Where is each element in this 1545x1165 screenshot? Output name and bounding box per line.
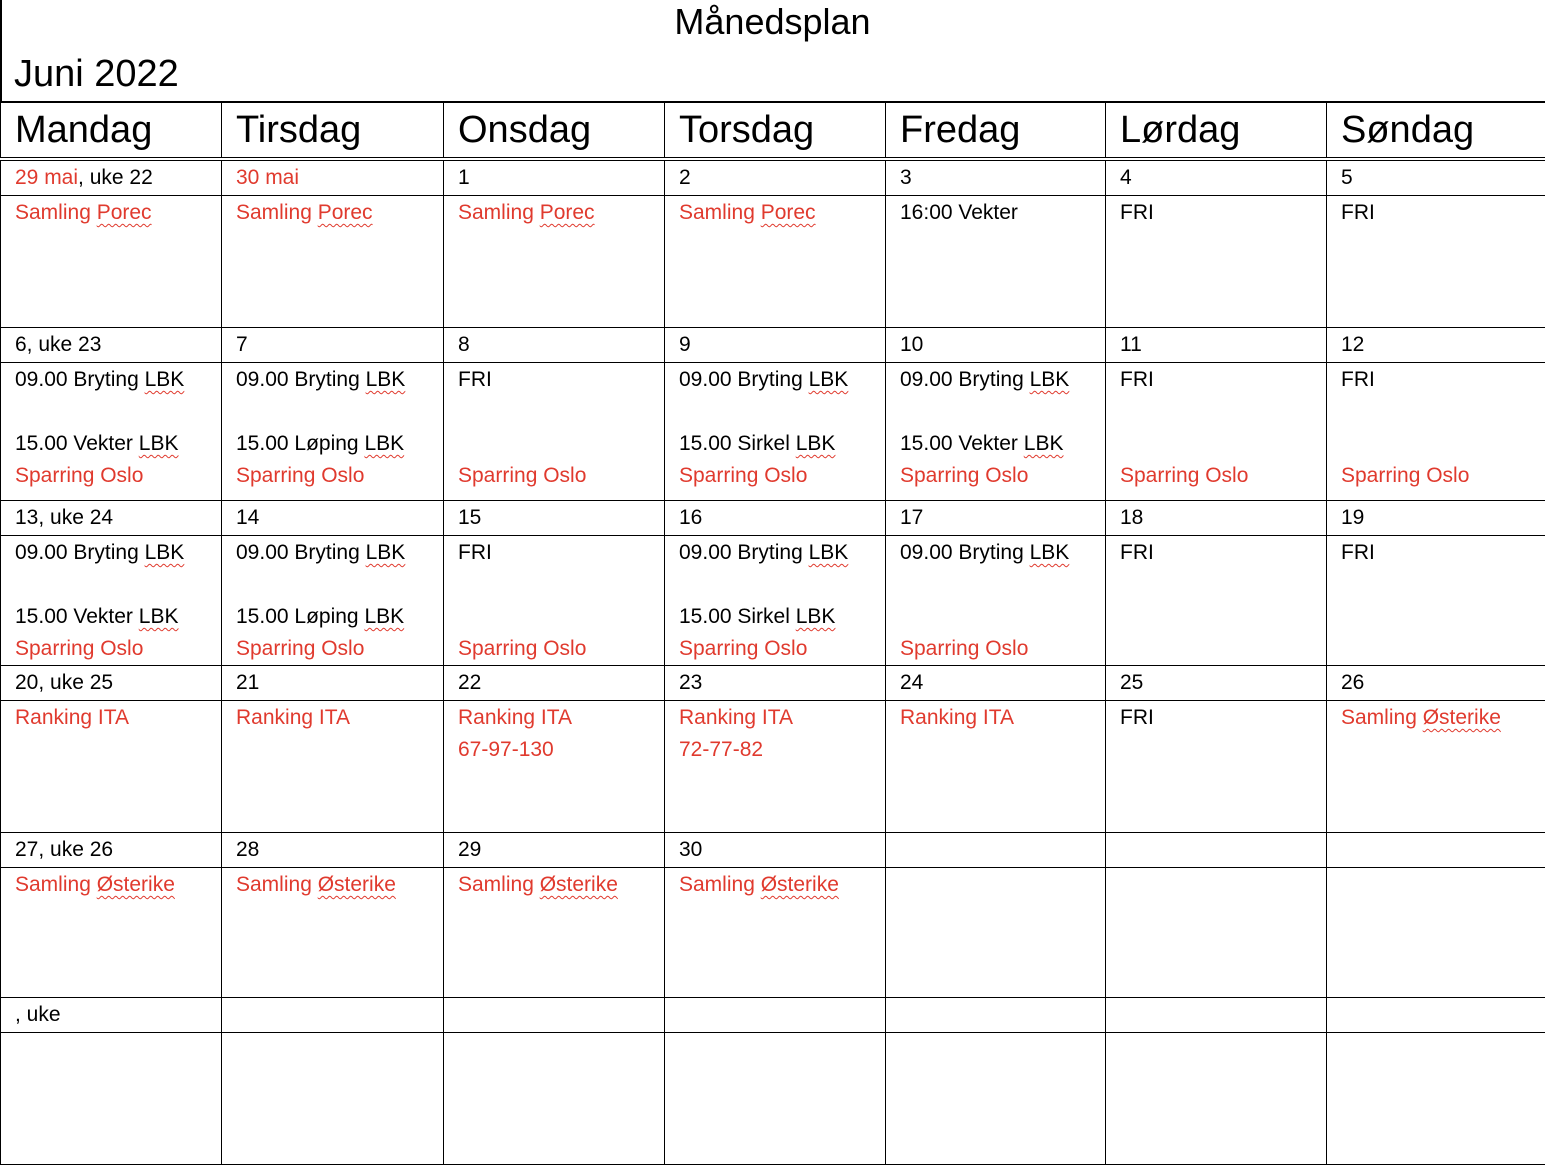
event-line [679, 702, 885, 734]
event-line [679, 428, 885, 460]
event-line [1120, 537, 1326, 569]
event-gap [458, 428, 664, 460]
event-line [1341, 460, 1545, 492]
date-cell [886, 328, 1106, 363]
date-cell [886, 833, 1106, 868]
event-line [458, 869, 664, 901]
event-text: 15.00 Sirkel [679, 432, 796, 455]
event-line [458, 702, 664, 734]
event-cell [222, 363, 444, 501]
event-cell [222, 868, 444, 998]
date-label: 11 [1120, 333, 1142, 356]
date-cell [665, 833, 886, 868]
event-cell [665, 536, 886, 666]
date-cell [444, 328, 665, 363]
event-gap [458, 396, 664, 428]
date-label: 24 [900, 671, 923, 694]
month-label: Juni 2022 [14, 52, 179, 96]
event-location: LBK [1030, 541, 1070, 564]
event-text: 09.00 Bryting [679, 368, 809, 391]
event-line [458, 364, 664, 396]
event-gap [1341, 396, 1545, 428]
date-cell [665, 328, 886, 363]
event-text: Samling [1341, 706, 1423, 729]
event-line [1341, 364, 1545, 396]
date-cell [1106, 998, 1327, 1033]
date-cell [1, 998, 222, 1033]
event-text: Samling [236, 873, 318, 896]
date-row [1, 501, 1545, 536]
event-location: LBK [364, 605, 404, 628]
date-row [1, 159, 1545, 196]
event-cell [444, 196, 665, 328]
weekday-label: Onsdag [458, 109, 591, 151]
date-label: 30 [679, 838, 702, 861]
event-line [1341, 197, 1545, 229]
date-label: , uke 22 [78, 166, 153, 189]
date-cell [1, 666, 222, 701]
event-location: LBK [145, 368, 185, 391]
date-label: 28 [236, 838, 259, 861]
event-text: Samling [458, 201, 540, 224]
event-text: FRI [1120, 706, 1154, 729]
event-cell [1106, 701, 1327, 833]
event-cell [886, 701, 1106, 833]
date-label: 27, uke 26 [15, 838, 113, 861]
event-text: Ranking ITA [900, 706, 1014, 729]
event-location: Porec [97, 201, 152, 224]
weekday-header [886, 102, 1106, 159]
event-text: 15.00 Løping [236, 605, 364, 628]
event-score: 67-97-130 [458, 738, 554, 761]
date-cell [222, 328, 444, 363]
event-line [679, 869, 885, 901]
date-cell [222, 159, 444, 196]
event-cell [886, 196, 1106, 328]
date-cell [222, 998, 444, 1033]
date-cell [1, 501, 222, 536]
event-gap [679, 396, 885, 428]
event-line [900, 633, 1105, 665]
event-cell [665, 868, 886, 998]
event-line [236, 869, 443, 901]
date-label: 13, uke 24 [15, 506, 113, 529]
event-cell [886, 1033, 1106, 1165]
event-text: Sparring Oslo [458, 464, 586, 487]
event-text: FRI [1120, 541, 1154, 564]
event-cell [1327, 196, 1545, 328]
event-text: Sparring Oslo [15, 637, 143, 660]
event-text: Sparring Oslo [900, 637, 1028, 660]
weekday-label: Tirsdag [236, 109, 361, 151]
date-cell [1, 159, 222, 196]
event-line [679, 460, 885, 492]
event-score-line [679, 734, 885, 766]
event-location: Porec [540, 201, 595, 224]
event-text: Ranking ITA [679, 706, 793, 729]
event-text: FRI [1341, 201, 1375, 224]
event-text: FRI [1341, 541, 1375, 564]
date-cell [1106, 159, 1327, 196]
event-cell [665, 196, 886, 328]
event-text: 09.00 Bryting [900, 541, 1030, 564]
event-cell [1106, 196, 1327, 328]
event-location: LBK [139, 605, 179, 628]
event-line [15, 601, 221, 633]
event-line [900, 702, 1105, 734]
date-cell [665, 666, 886, 701]
event-line [236, 197, 443, 229]
weekday-label: Mandag [15, 109, 152, 151]
date-cell [665, 998, 886, 1033]
date-label: 18 [1120, 506, 1143, 529]
event-gap [1120, 396, 1326, 428]
event-location: Østerike [540, 873, 618, 896]
event-text: Sparring Oslo [900, 464, 1028, 487]
event-text: FRI [1120, 368, 1154, 391]
event-text: 15.00 Vekter [15, 432, 139, 455]
event-text: 09.00 Bryting [15, 368, 145, 391]
event-location: LBK [1030, 368, 1070, 391]
event-text: 09.00 Bryting [236, 541, 366, 564]
date-label: 12 [1341, 333, 1364, 356]
event-gap [458, 601, 664, 633]
event-gap [236, 396, 443, 428]
event-text: 15.00 Vekter [15, 605, 139, 628]
date-cell [1106, 666, 1327, 701]
date-cell [444, 998, 665, 1033]
events-row [1, 1033, 1545, 1165]
event-gap [15, 569, 221, 601]
date-label: 9 [679, 333, 691, 356]
event-line [900, 428, 1105, 460]
date-label: 14 [236, 506, 259, 529]
event-location: LBK [364, 432, 404, 455]
event-text: 09.00 Bryting [236, 368, 366, 391]
event-line [15, 537, 221, 569]
event-gap [900, 569, 1105, 601]
event-location: LBK [796, 432, 836, 455]
date-label: 15 [458, 506, 481, 529]
event-text: 15.00 Vekter [900, 432, 1024, 455]
event-location: LBK [366, 368, 406, 391]
event-line [15, 364, 221, 396]
event-line [900, 364, 1105, 396]
event-cell [886, 868, 1106, 998]
event-location: LBK [809, 541, 849, 564]
weekday-header [444, 102, 665, 159]
date-label: 25 [1120, 671, 1143, 694]
event-gap [900, 396, 1105, 428]
event-text: FRI [458, 541, 492, 564]
date-row [1, 666, 1545, 701]
event-cell [222, 1033, 444, 1165]
event-line [679, 197, 885, 229]
event-line [1120, 460, 1326, 492]
event-cell [886, 536, 1106, 666]
date-cell [1327, 666, 1545, 701]
event-line [679, 633, 885, 665]
page-title: Månedsplan [0, 0, 1545, 44]
event-text: 15.00 Sirkel [679, 605, 796, 628]
event-cell [1, 363, 222, 501]
date-label: 20, uke 25 [15, 671, 113, 694]
date-cell [886, 666, 1106, 701]
events-row [1, 196, 1545, 328]
event-cell [1106, 868, 1327, 998]
event-score-line [458, 734, 664, 766]
date-cell [444, 159, 665, 196]
event-line [236, 537, 443, 569]
event-text: Sparring Oslo [1341, 464, 1469, 487]
event-cell [1327, 536, 1545, 666]
date-label: 19 [1341, 506, 1364, 529]
event-cell [444, 868, 665, 998]
event-text: 09.00 Bryting [15, 541, 145, 564]
event-text: Ranking ITA [15, 706, 129, 729]
event-cell [1327, 868, 1545, 998]
event-cell [222, 196, 444, 328]
date-cell [886, 998, 1106, 1033]
date-label: , uke [15, 1003, 61, 1026]
date-row [1, 328, 1545, 363]
date-cell [1327, 159, 1545, 196]
weekday-label: Torsdag [679, 109, 814, 151]
date-cell [1106, 328, 1327, 363]
event-line [679, 537, 885, 569]
event-line [458, 537, 664, 569]
date-cell [1, 833, 222, 868]
event-text: FRI [1341, 368, 1375, 391]
event-text: Sparring Oslo [236, 464, 364, 487]
date-cell [1, 328, 222, 363]
event-line [679, 364, 885, 396]
date-label: 26 [1341, 671, 1364, 694]
date-label: 1 [458, 166, 470, 189]
event-line [236, 460, 443, 492]
event-line [458, 633, 664, 665]
event-cell [1106, 536, 1327, 666]
event-line [1120, 364, 1326, 396]
event-text: 16:00 Vekter [900, 201, 1018, 224]
event-location: LBK [809, 368, 849, 391]
date-cell [444, 666, 665, 701]
event-line [236, 364, 443, 396]
date-cell [886, 159, 1106, 196]
event-line [1341, 537, 1545, 569]
event-cell [1106, 363, 1327, 501]
weekday-header [1, 102, 222, 159]
events-row [1, 536, 1545, 666]
event-line [236, 633, 443, 665]
event-cell [1106, 1033, 1327, 1165]
event-location: Porec [761, 201, 816, 224]
event-text: FRI [1120, 201, 1154, 224]
event-cell [222, 536, 444, 666]
event-line [15, 428, 221, 460]
event-cell [1, 196, 222, 328]
date-label: 22 [458, 671, 481, 694]
date-label: 6, uke 23 [15, 333, 101, 356]
event-line [15, 702, 221, 734]
date-cell [444, 833, 665, 868]
event-location: LBK [366, 541, 406, 564]
event-line [458, 197, 664, 229]
event-text: FRI [458, 368, 492, 391]
event-cell [665, 1033, 886, 1165]
weekday-header [1106, 102, 1327, 159]
date-row [1, 833, 1545, 868]
date-cell [1327, 328, 1545, 363]
event-line [900, 197, 1105, 229]
weekday-header-row [1, 102, 1545, 159]
date-cell [1327, 501, 1545, 536]
event-text: Sparring Oslo [15, 464, 143, 487]
date-cell [1106, 501, 1327, 536]
event-location: LBK [139, 432, 179, 455]
event-cell [444, 536, 665, 666]
event-line [679, 601, 885, 633]
weekday-header [222, 102, 444, 159]
event-cell [1, 868, 222, 998]
event-text: Sparring Oslo [1120, 464, 1248, 487]
date-label: 17 [900, 506, 923, 529]
event-location: LBK [145, 541, 185, 564]
date-cell [444, 501, 665, 536]
event-cell [1, 701, 222, 833]
event-line [15, 633, 221, 665]
event-gap [679, 569, 885, 601]
event-text: Sparring Oslo [679, 464, 807, 487]
event-text: 09.00 Bryting [900, 368, 1030, 391]
event-gap [15, 396, 221, 428]
events-row [1, 363, 1545, 501]
event-gap [1120, 428, 1326, 460]
event-text: Ranking ITA [458, 706, 572, 729]
event-cell [1327, 1033, 1545, 1165]
event-cell [665, 701, 886, 833]
event-line [1120, 197, 1326, 229]
event-score: 72-77-82 [679, 738, 763, 761]
events-row [1, 868, 1545, 998]
date-label: 29 [458, 838, 481, 861]
event-location: LBK [796, 605, 836, 628]
event-line [15, 197, 221, 229]
date-label: 5 [1341, 166, 1353, 189]
event-text: Samling [458, 873, 540, 896]
event-gap [458, 569, 664, 601]
weekday-header [1327, 102, 1545, 159]
date-label-highlight: 29 mai [15, 166, 78, 189]
date-cell [1327, 833, 1545, 868]
event-text: Samling [679, 201, 761, 224]
event-text: Ranking ITA [236, 706, 350, 729]
date-label: 7 [236, 333, 248, 356]
weekday-header [665, 102, 886, 159]
event-cell [1327, 363, 1545, 501]
date-cell [222, 501, 444, 536]
event-gap [236, 569, 443, 601]
event-line [15, 460, 221, 492]
event-cell [222, 701, 444, 833]
date-cell [665, 501, 886, 536]
event-text: Samling [679, 873, 761, 896]
event-location: Østerike [761, 873, 839, 896]
event-text: Samling [15, 201, 97, 224]
date-cell [1106, 833, 1327, 868]
date-cell [665, 159, 886, 196]
date-label: 10 [900, 333, 923, 356]
date-label: 4 [1120, 166, 1132, 189]
date-label: 21 [236, 671, 259, 694]
event-text: Samling [236, 201, 318, 224]
event-line [900, 460, 1105, 492]
date-cell [222, 833, 444, 868]
weekday-label: Fredag [900, 109, 1020, 151]
calendar-table [0, 101, 1545, 1165]
event-text: Samling [15, 873, 97, 896]
date-label: 23 [679, 671, 702, 694]
event-gap [900, 601, 1105, 633]
event-text: 15.00 Løping [236, 432, 364, 455]
event-cell [665, 363, 886, 501]
event-cell [1327, 701, 1545, 833]
event-location: Østerike [97, 873, 175, 896]
event-cell [1, 1033, 222, 1165]
event-location: LBK [1024, 432, 1064, 455]
date-cell [222, 666, 444, 701]
date-cell [886, 501, 1106, 536]
event-line [458, 460, 664, 492]
event-cell [444, 1033, 665, 1165]
date-label: 2 [679, 166, 691, 189]
event-cell [886, 363, 1106, 501]
event-line [15, 869, 221, 901]
event-line [1341, 702, 1545, 734]
date-label-highlight: 30 mai [236, 166, 299, 189]
event-location: Østerike [1423, 706, 1501, 729]
event-location: Østerike [318, 873, 396, 896]
event-cell [444, 363, 665, 501]
event-text: 09.00 Bryting [679, 541, 809, 564]
weekday-label: Lørdag [1120, 109, 1240, 151]
event-line [1120, 702, 1326, 734]
event-line [236, 428, 443, 460]
event-cell [444, 701, 665, 833]
event-line [236, 601, 443, 633]
date-label: 3 [900, 166, 912, 189]
date-row [1, 998, 1545, 1033]
event-gap [1341, 428, 1545, 460]
event-line [236, 702, 443, 734]
event-text: Sparring Oslo [236, 637, 364, 660]
event-location: Porec [318, 201, 373, 224]
date-label: 16 [679, 506, 702, 529]
date-cell [1327, 998, 1545, 1033]
date-label: 8 [458, 333, 470, 356]
event-line [900, 537, 1105, 569]
event-text: Sparring Oslo [458, 637, 586, 660]
event-cell [1, 536, 222, 666]
events-row [1, 701, 1545, 833]
event-text: Sparring Oslo [679, 637, 807, 660]
weekday-label: Søndag [1341, 109, 1474, 151]
